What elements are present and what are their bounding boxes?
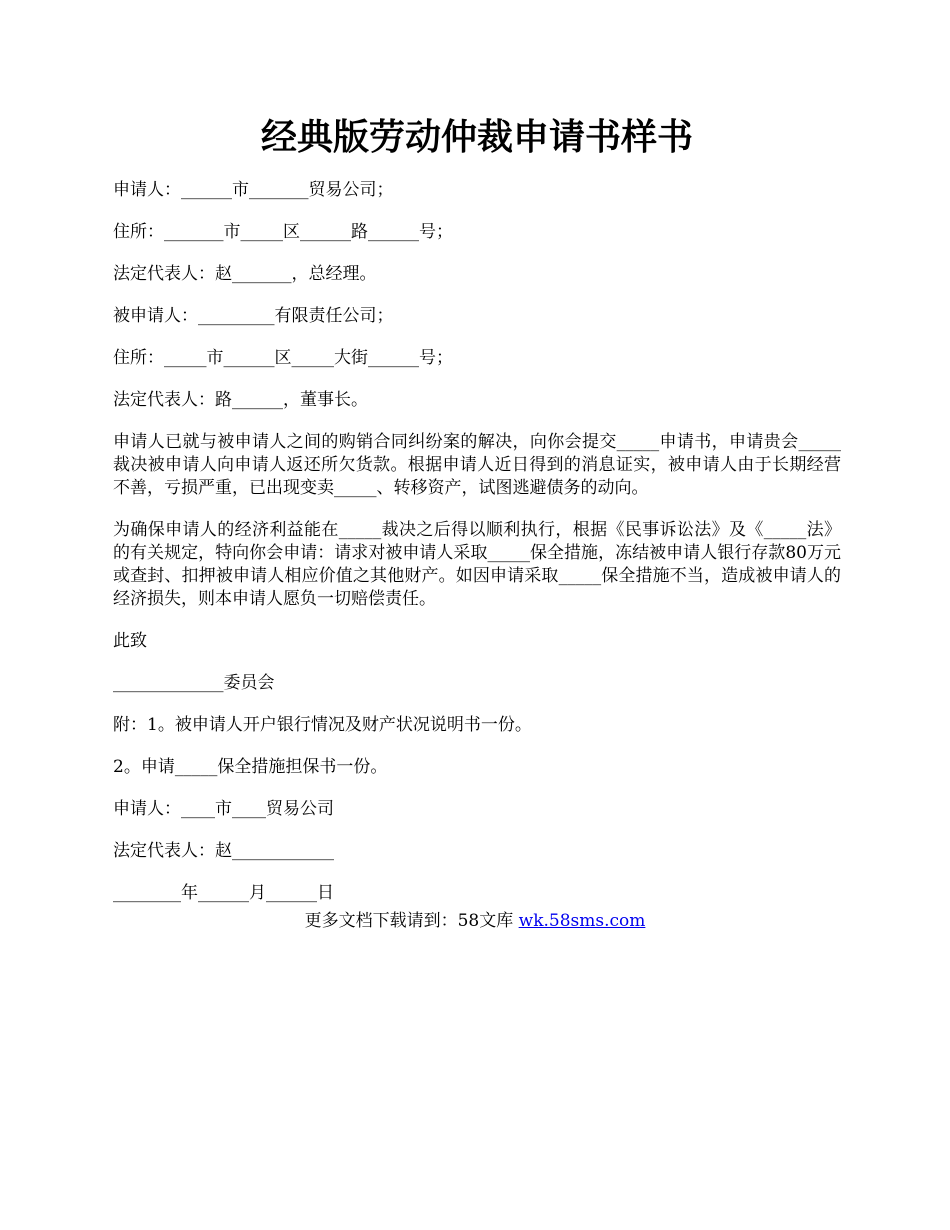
applicant-line: 申请人：______市_______贸易公司；: [113, 180, 394, 200]
footer: [0, 910, 950, 933]
footer-link[interactable]: wk.58sms.com: [518, 911, 646, 931]
signature-applicant: 申请人：____市____贸易公司: [113, 799, 334, 819]
respondent-address-line: 住所：_____市______区_____大街______号；: [113, 348, 453, 368]
respondent-line: 被申请人：_________有限责任公司；: [113, 306, 394, 326]
body-paragraph-2: 为确保申请人的经济利益能在_____裁决之后得以顺利执行，根据《民事诉讼法》及《_____法》的有关规定，特向你会申请：请求对被申请人采取_____保全措施，冻结被申请人银行存款80万元或查封、扣押被申请人相应价值之其他财产。如因申请采取_____保全措施不当，造成被申请人的经济损失，则本申请人愿负一切赔偿责任。: [113, 520, 841, 609]
document-page: [113, 0, 841, 905]
salutation: 此致: [113, 631, 147, 651]
attachment-1: 附：1。被申请人开户银行情况及财产状况说明书一份。: [113, 715, 532, 735]
applicant-legal-rep-line: 法定代表人：赵_______，总经理。: [113, 264, 377, 284]
footer-text: 更多文档下载请到：58文库: [304, 911, 519, 931]
attachment-2: 2。申请_____保全措施担保书一份。: [113, 757, 388, 777]
respondent-legal-rep-line: 法定代表人：路______，董事长。: [113, 390, 368, 410]
recipient-committee: _____________委员会: [113, 673, 275, 693]
signature-legal-rep: 法定代表人：赵____________: [113, 841, 334, 861]
signature-date: ________年______月______日: [113, 883, 334, 903]
document-title: 经典版劳动仲裁申请书样书: [260, 117, 693, 158]
body-paragraph-1: 申请人已就与被申请人之间的购销合同纠纷案的解决，向你会提交_____申请书，申请贵会_____裁决被申请人向申请人返还所欠货款。根据申请人近日得到的消息证实，被申请人由于长期经营不善，亏损严重，已出现变卖_____、转移资产，试图逃避债务的动向。: [113, 432, 841, 498]
applicant-address-line: 住所：_______市_____区______路______号；: [113, 222, 453, 242]
